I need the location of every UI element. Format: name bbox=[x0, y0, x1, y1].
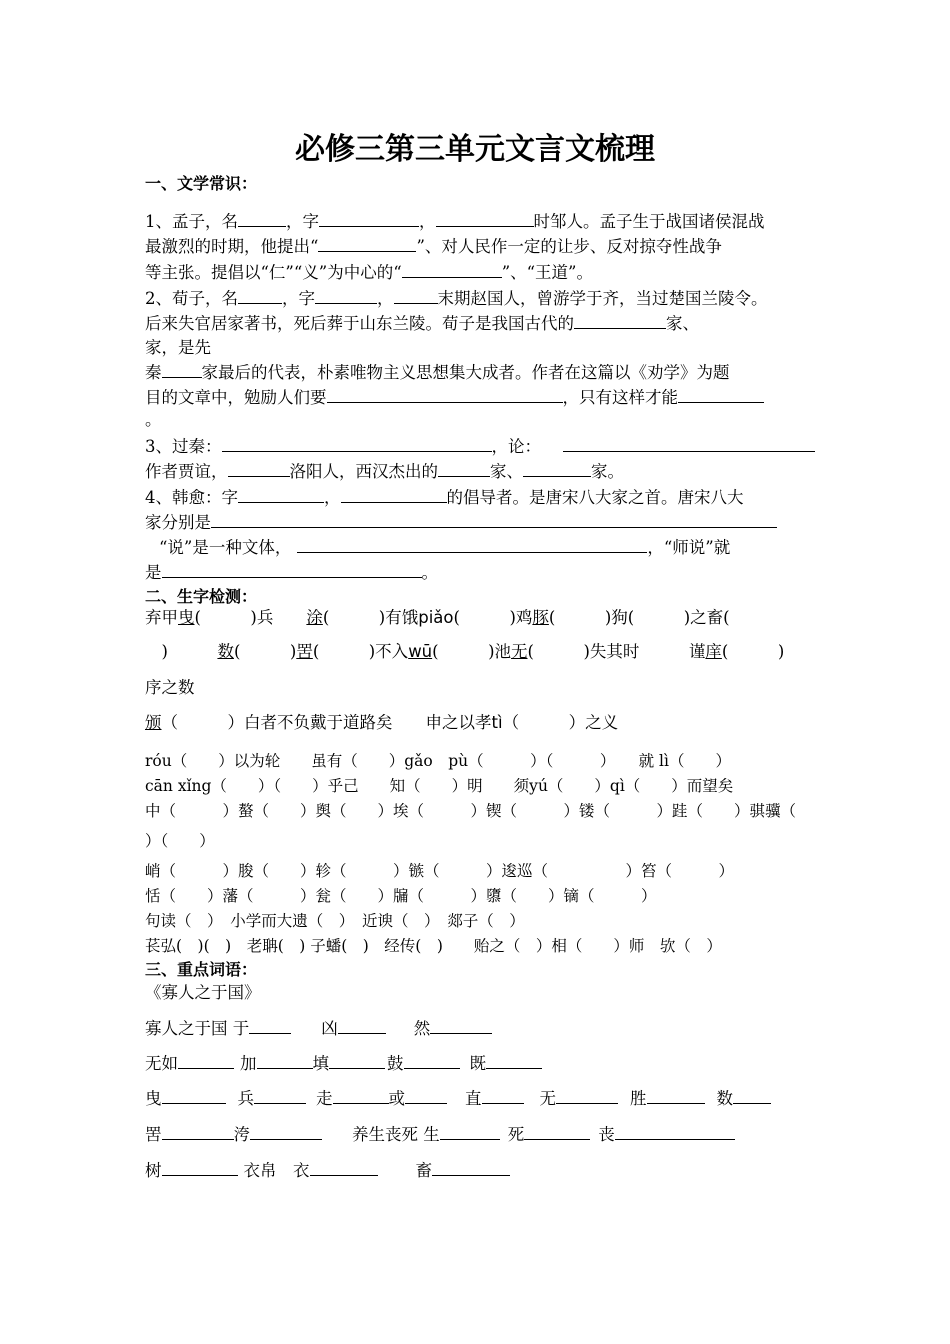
blank-line[interactable] bbox=[341, 485, 447, 503]
blank-line[interactable] bbox=[430, 1016, 492, 1034]
vocab-word: 加 bbox=[240, 1054, 257, 1073]
text-fragment: 秦 bbox=[145, 363, 162, 382]
character-row: 序之数 bbox=[145, 678, 195, 697]
blank-line[interactable] bbox=[432, 1158, 510, 1176]
vocab-row bbox=[145, 1158, 510, 1183]
vocab-word: 树 bbox=[145, 1161, 162, 1180]
character-row: ）（ ） bbox=[145, 832, 215, 850]
blank-line[interactable] bbox=[615, 1122, 735, 1140]
vocab-row bbox=[145, 1051, 542, 1076]
vocab-word: 直 bbox=[465, 1089, 482, 1108]
blank-line[interactable] bbox=[402, 260, 502, 278]
vocab-word: 兵 bbox=[237, 1089, 254, 1108]
blank-line[interactable] bbox=[486, 1051, 542, 1069]
text-fragment: ( ) bbox=[233, 642, 297, 661]
character-row: 句读（ ） 小学而大遗（ ） 近谀（ ） 郯子（ ） bbox=[145, 912, 525, 930]
text-line bbox=[145, 360, 730, 385]
blank-line[interactable] bbox=[254, 1086, 306, 1104]
text-fragment: 等主张。提倡以“仁”“义”为中心的“ bbox=[145, 263, 402, 282]
blank-line[interactable] bbox=[647, 1086, 705, 1104]
text-fragment: ， bbox=[377, 289, 394, 308]
blank-line[interactable] bbox=[436, 209, 534, 227]
text-line bbox=[145, 234, 722, 259]
text-fragment: 后来失官居家著书，死后葬于山东兰陵。荀子是我国古代的 bbox=[145, 314, 574, 333]
blank-line[interactable] bbox=[319, 209, 419, 227]
text-fragment: ( ) bbox=[721, 642, 785, 661]
blank-line[interactable] bbox=[327, 385, 563, 403]
character-row: 峭（ ）朘（ ）轸（ ）镞（ ）逡巡（ ）笞（ ） bbox=[145, 862, 735, 880]
blank-line[interactable] bbox=[222, 434, 492, 452]
blank-line[interactable] bbox=[249, 1016, 291, 1034]
text-fragment: ( )池 bbox=[432, 642, 512, 661]
text-fragment: ( )不入 bbox=[312, 642, 409, 661]
text-fragment: ，只有这样才能 bbox=[562, 388, 678, 407]
vocab-word: 胜 bbox=[630, 1089, 647, 1108]
vocab-word: 丧 bbox=[598, 1125, 615, 1144]
blank-line[interactable] bbox=[257, 1051, 313, 1069]
underlined-char: 涂 bbox=[306, 608, 323, 627]
blank-line[interactable] bbox=[318, 234, 416, 252]
text-line bbox=[145, 385, 764, 410]
blank-line[interactable] bbox=[574, 311, 666, 329]
text-fragment: ( )失其时 谨 bbox=[527, 642, 706, 661]
underlined-char: 无 bbox=[511, 642, 528, 661]
text-fragment: ( )狗( )之畜( bbox=[548, 608, 730, 627]
blank-line[interactable] bbox=[162, 1158, 238, 1176]
blank-line[interactable] bbox=[228, 459, 290, 477]
blank-line[interactable] bbox=[315, 286, 377, 304]
character-row: cān xǐng（ ）（ ）乎己 知（ ）明 须yú（ ）qì（ ）而望矣 bbox=[145, 777, 734, 795]
text-line bbox=[145, 459, 624, 484]
text-line bbox=[145, 434, 815, 459]
underlined-char: 豚 bbox=[532, 608, 549, 627]
text-fragment: 家、 bbox=[490, 462, 523, 481]
blank-line[interactable] bbox=[162, 360, 202, 378]
text-fragment: 末期赵国人，曾游学于齐，当过楚国兰陵令。 bbox=[437, 289, 768, 308]
subheading-essay: 《寡人之于国》 bbox=[145, 983, 261, 1002]
blank-line[interactable] bbox=[482, 1086, 524, 1104]
blank-line[interactable] bbox=[678, 385, 764, 403]
vocab-word: 然 bbox=[413, 1019, 431, 1038]
character-row bbox=[145, 606, 730, 630]
blank-line[interactable] bbox=[211, 510, 777, 528]
text-fragment: 1、孟子，名 bbox=[145, 212, 238, 231]
blank-line[interactable] bbox=[297, 535, 647, 553]
blank-line[interactable] bbox=[523, 459, 591, 477]
underlined-char: 曳 bbox=[178, 608, 195, 627]
text-fragment: 作者贾谊， bbox=[145, 462, 228, 481]
text-line bbox=[145, 311, 699, 336]
text-fragment: ， bbox=[419, 212, 436, 231]
character-row: róu（ ）以为轮 虽有（ ）gǎo pù（ ）（ ） 就 lì（ ） bbox=[145, 752, 731, 770]
vocab-row bbox=[145, 1122, 735, 1147]
text-fragment: ( )鸡 bbox=[453, 608, 533, 627]
character-row bbox=[145, 640, 784, 664]
text-line bbox=[145, 560, 438, 585]
blank-line[interactable] bbox=[238, 286, 282, 304]
text-fragment: ) bbox=[145, 642, 218, 661]
vocab-word: 衣帛 衣 bbox=[243, 1161, 310, 1180]
text-fragment: 时邹人。孟子生于战国诸侯混战 bbox=[533, 212, 765, 231]
text-fragment: 家分别是 bbox=[145, 513, 211, 532]
text-fragment: ， bbox=[324, 488, 341, 507]
text-fragment: 4、韩愈：字 bbox=[145, 488, 238, 507]
vocab-word: 填 bbox=[312, 1054, 329, 1073]
text-fragment: 最激烈的时期，他提出“ bbox=[145, 237, 319, 256]
blank-line[interactable] bbox=[556, 1086, 618, 1104]
character-row: 苌弘( )( ) 老聃( ) 子蟠( ) 经传( ) 贻之（ ）相（ ）师 欤（ ） bbox=[145, 937, 722, 955]
vocab-row bbox=[145, 1086, 771, 1111]
underlined-char: 数 bbox=[217, 642, 234, 661]
underlined-char: 颁 bbox=[145, 713, 162, 732]
section-heading-characters: 二、生字检测： bbox=[145, 587, 258, 606]
vocab-word: 曳 bbox=[145, 1089, 162, 1108]
text-fragment: ( )兵 bbox=[194, 608, 307, 627]
vocab-word: 寡人之于国 于 bbox=[145, 1019, 250, 1038]
text-fragment: 3、过秦： bbox=[145, 437, 222, 456]
vocab-word: 无 bbox=[539, 1089, 556, 1108]
pinyin-text: wū bbox=[408, 642, 433, 661]
text-fragment: ”、“王道”。 bbox=[501, 263, 593, 282]
blank-line[interactable] bbox=[524, 1122, 590, 1140]
text-fragment: ，字 bbox=[286, 212, 319, 231]
vocab-word: 罟 bbox=[145, 1125, 162, 1144]
text-fragment: ，论： bbox=[491, 437, 541, 456]
text-fragment: ，字 bbox=[282, 289, 315, 308]
text-fragment: 弃甲 bbox=[145, 608, 178, 627]
blank-line[interactable] bbox=[310, 1158, 378, 1176]
blank-line[interactable] bbox=[438, 459, 490, 477]
text-fragment: 洛阳人，西汉杰出的 bbox=[289, 462, 438, 481]
text-fragment: 。 bbox=[421, 563, 438, 582]
text-fragment: ”、对人民作一定的让步、反对掠夺性战争 bbox=[416, 237, 722, 256]
blank-line[interactable] bbox=[733, 1086, 771, 1104]
text-fragment: 家、 bbox=[666, 314, 699, 333]
text-line: 。 bbox=[145, 410, 162, 429]
vocab-word: 既 bbox=[469, 1054, 486, 1073]
vocab-word: 或 bbox=[388, 1089, 405, 1108]
vocab-word: 数 bbox=[716, 1089, 733, 1108]
blank-line[interactable] bbox=[394, 286, 438, 304]
blank-line[interactable] bbox=[250, 1122, 322, 1140]
text-line bbox=[145, 286, 768, 311]
blank-line[interactable] bbox=[404, 1051, 460, 1069]
blank-line[interactable] bbox=[440, 1122, 500, 1140]
blank-line[interactable] bbox=[329, 1051, 385, 1069]
blank-line[interactable] bbox=[563, 434, 815, 452]
vocab-word: 养生丧死 生 bbox=[352, 1125, 440, 1144]
text-line: 家，是先 bbox=[145, 338, 211, 357]
vocab-word: 洿 bbox=[233, 1125, 250, 1144]
text-fragment: 目的文章中，勉励人们要 bbox=[145, 388, 327, 407]
vocab-word: 无如 bbox=[145, 1054, 178, 1073]
character-row: 中（ ）螯（ ）舆（ ）埃（ ）锲（ ）镂（ ）跬（ ）骐骥（ bbox=[145, 802, 797, 820]
vocab-word: 走 bbox=[316, 1089, 333, 1108]
section-heading-vocabulary: 三、重点词语： bbox=[145, 960, 258, 979]
character-row bbox=[145, 711, 618, 735]
blank-line[interactable] bbox=[162, 1122, 234, 1140]
character-row: 恬（ ）藩（ ）瓮（ ）牖（ ）隳（ ）镝（ ） bbox=[145, 887, 657, 905]
text-fragment: 是 bbox=[145, 563, 162, 582]
text-fragment: ( )有饿 bbox=[322, 608, 419, 627]
text-fragment: 家最后的代表，朴素唯物主义思想集大成者。作者在这篇以《劝学》为题 bbox=[201, 363, 730, 382]
vocab-word: 鼓 bbox=[387, 1054, 404, 1073]
vocab-word: 畜 bbox=[415, 1161, 432, 1180]
blank-line[interactable] bbox=[178, 1051, 234, 1069]
blank-line[interactable] bbox=[333, 1086, 389, 1104]
text-line bbox=[145, 209, 765, 234]
text-line bbox=[145, 485, 744, 510]
blank-line[interactable] bbox=[162, 1086, 226, 1104]
vocab-word: 凶 bbox=[321, 1019, 338, 1038]
text-line bbox=[145, 260, 593, 285]
blank-line[interactable] bbox=[238, 209, 286, 227]
blank-line[interactable] bbox=[238, 485, 324, 503]
blank-line[interactable] bbox=[405, 1086, 447, 1104]
underlined-char: 罟 bbox=[296, 642, 313, 661]
text-fragment: “说”是一种文体， bbox=[159, 538, 292, 557]
text-fragment: 2、荀子，名 bbox=[145, 289, 238, 308]
section-heading-literature: 一、文学常识： bbox=[145, 174, 258, 193]
text-fragment: 家。 bbox=[591, 462, 624, 481]
vocab-word: 死 bbox=[507, 1125, 525, 1144]
text-fragment: ，“师说”就 bbox=[647, 538, 731, 557]
vocab-row bbox=[145, 1016, 492, 1041]
text-line bbox=[145, 535, 730, 560]
text-fragment: （ ）之义 bbox=[502, 713, 619, 732]
text-line bbox=[145, 510, 777, 535]
text-fragment: （ ）白者不负戴于道路矣 申之以孝 bbox=[161, 713, 492, 732]
pinyin-text: tì bbox=[491, 713, 503, 732]
blank-line[interactable] bbox=[338, 1016, 386, 1034]
blank-line[interactable] bbox=[162, 560, 422, 578]
text-fragment: 的倡导者。是唐宋八大家之首。唐宋八大 bbox=[446, 488, 744, 507]
pinyin-text: piǎo bbox=[418, 608, 454, 627]
page-title: 必修三第三单元文言文梳理 bbox=[295, 132, 655, 167]
underlined-char: 庠 bbox=[705, 642, 722, 661]
